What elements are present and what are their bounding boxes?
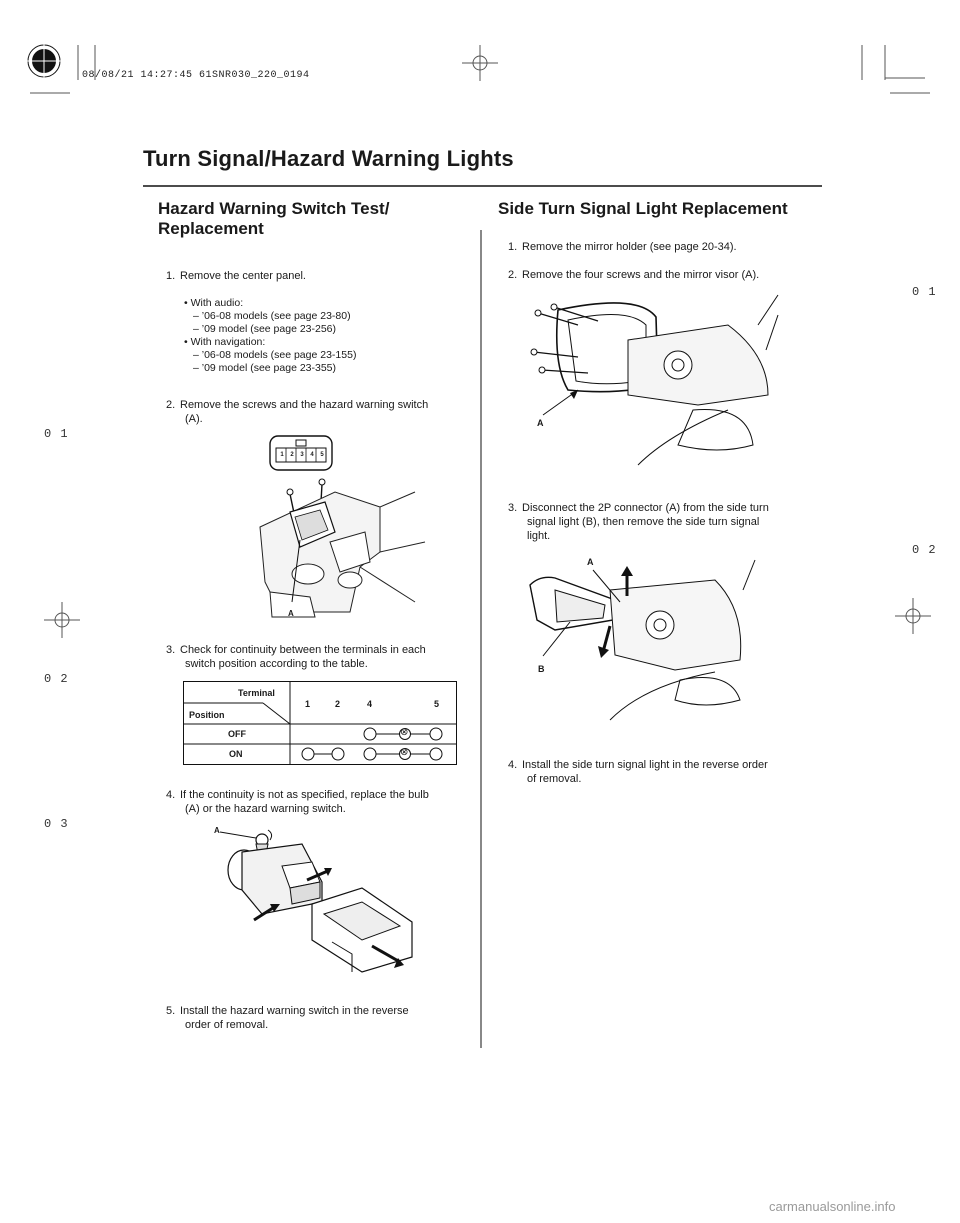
bulb-symbol-on: ⊗ <box>400 747 409 758</box>
step-text-line2: switch position according to the table. <box>185 658 368 670</box>
step-number: 1. <box>166 270 176 282</box>
table-header-terminal: Terminal <box>238 688 275 698</box>
table-terminal-2: 2 <box>335 699 341 709</box>
table-terminal-4: 4 <box>367 699 373 709</box>
figure4-callout-b: B <box>538 664 545 674</box>
step-text-line1: Install the side turn signal light in the reverse order <box>522 759 768 771</box>
table-terminal-5: 5 <box>434 699 440 709</box>
pin-label: 5 <box>320 452 324 458</box>
step-text-line1: If the continuity is not as specified, replace the bulb <box>180 789 429 801</box>
bullet-label: • With audio: <box>184 297 244 309</box>
step-text-line1: Check for continuity between the terminals in each <box>180 644 426 656</box>
timestamp-stamp: 08/08/21 14:27:45 61SNR030_220_0194 <box>82 70 310 81</box>
left-heading-line2: Replacement <box>158 219 264 238</box>
step-number: 4. <box>166 789 176 801</box>
bullet-item: – ’06-08 models (see page 23-80) <box>193 310 351 322</box>
step-text-line2: signal light (B), then remove the side turn signal <box>527 516 760 528</box>
margin-mark-right-02: 0 2 <box>912 543 937 557</box>
step-number: 1. <box>508 241 518 253</box>
step-number: 2. <box>508 269 518 281</box>
figure1-pin-labels <box>277 452 327 462</box>
figure-hazard-switch-removal <box>240 432 440 622</box>
step-number: 3. <box>508 502 518 514</box>
step-number: 2. <box>166 399 176 411</box>
margin-mark-right-01: 0 1 <box>912 285 937 299</box>
step-text-line2: (A) or the hazard warning switch. <box>185 803 346 815</box>
pin-label: 2 <box>290 452 294 458</box>
step-text-line1: Remove the screws and the hazard warning switch <box>180 399 429 411</box>
bullet-item: – ’09 model (see page 23-355) <box>193 362 337 374</box>
table-header-position: Position <box>189 710 225 720</box>
margin-mark-left-03: 0 3 <box>44 817 69 831</box>
margin-mark-left-01: 0 1 <box>44 427 69 441</box>
step-text-line1: Install the hazard warning switch in the reverse <box>180 1005 409 1017</box>
left-section-heading <box>158 199 389 239</box>
figure-hazard-switch-bulb <box>212 822 432 982</box>
pin-label: 1 <box>280 452 284 458</box>
figure1-callout-a: A <box>288 609 294 618</box>
left-step-3 <box>166 643 466 673</box>
figure-mirror-visor-removal <box>528 295 778 470</box>
step-number: 4. <box>508 759 518 771</box>
right-step-3 <box>508 501 808 545</box>
step-text-line3: light. <box>527 530 551 542</box>
bulb-symbol-off: ⊗ <box>400 727 409 738</box>
pin-label: 4 <box>310 452 314 458</box>
bullet-with-audio <box>184 297 356 375</box>
page-title: Turn Signal/Hazard Warning Lights <box>143 146 514 171</box>
margin-mark-left-02: 0 2 <box>44 672 69 686</box>
figure2-callout-a: A <box>214 826 220 835</box>
step-text: Remove the four screws and the mirror visor (A). <box>522 269 760 281</box>
figure3-callout-a: A <box>537 418 544 428</box>
step-text: Remove the center panel. <box>180 270 306 282</box>
right-step-4 <box>508 758 808 788</box>
table-row-on-label: ON <box>229 749 243 759</box>
step-text-line2: (A). <box>185 413 203 425</box>
step-number: 3. <box>166 644 176 656</box>
step-number: 5. <box>166 1005 176 1017</box>
left-heading-line1: Hazard Warning Switch Test/ <box>158 199 390 218</box>
step-text: Remove the mirror holder (see page 20-34). <box>522 241 737 253</box>
bullet-item: – ’09 model (see page 23-256) <box>193 323 337 335</box>
left-step-4 <box>166 788 466 818</box>
step-text-line2: order of removal. <box>185 1019 269 1031</box>
bullet-label: • With navigation: <box>184 336 266 348</box>
pin-label: 3 <box>300 452 304 458</box>
table-row-off-label: OFF <box>228 729 246 739</box>
bullet-item: – ’06-08 models (see page 23-155) <box>193 349 357 361</box>
footer-watermark: carmanualsonline.info <box>769 1199 896 1214</box>
step-text-line2: of removal. <box>527 773 582 785</box>
figure-side-turn-signal-removal <box>515 560 755 720</box>
left-step-5 <box>166 1004 466 1034</box>
left-step-2 <box>166 398 466 428</box>
table-terminal-1: 1 <box>305 699 311 709</box>
continuity-table <box>183 681 458 766</box>
step-text-line1: Disconnect the 2P connector (A) from the side turn <box>522 502 769 514</box>
figure4-callout-a: A <box>587 557 594 567</box>
right-section-heading: Side Turn Signal Light Replacement <box>498 199 788 218</box>
